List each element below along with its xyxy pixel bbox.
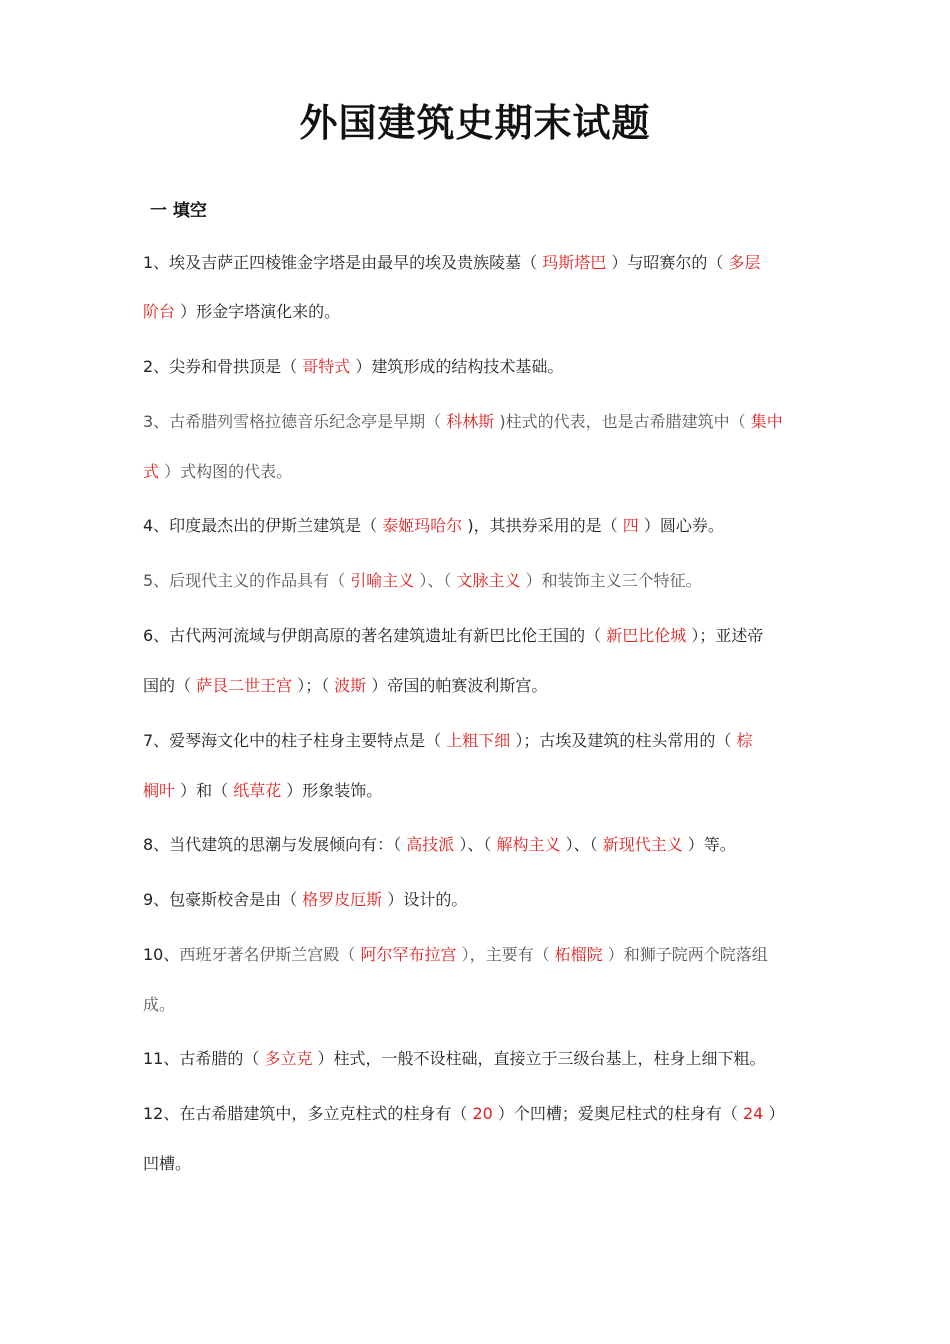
answer-3b-rest: 式 [143, 462, 160, 481]
question-2: 2、尖券和骨拱顶是（ 哥特式 ）建筑形成的结构技术基础。 [143, 357, 564, 376]
answer-7b-part: 棕 [736, 731, 753, 750]
answer-9: 格罗皮厄斯 [302, 890, 383, 909]
section-heading: 一 填空 [150, 201, 207, 221]
answer-3a: 科林斯 [446, 412, 495, 431]
answer-1a: 玛斯塔巴 [542, 253, 607, 272]
question-1-line-2: 阶台 ）形金字塔演化来的。 [143, 302, 341, 321]
answer-4b: 四 [622, 516, 639, 535]
question-6-line-2: 国的（ 萨艮二世王宫 ）；（ 波斯 ）帝国的帕赛波利斯宫。 [143, 676, 548, 695]
question-1-line-1: 1、埃及吉萨正四棱锥金字塔是由最早的埃及贵族陵墓（ 玛斯塔巴 ）与昭赛尔的（ 多层 [143, 253, 761, 272]
question-12-line-2: 凹槽。 [143, 1154, 192, 1173]
answer-6b: 萨艮二世王宫 [196, 676, 293, 695]
answer-8c: 新现代主义 [602, 835, 683, 854]
answer-12a: 20 [472, 1104, 493, 1123]
question-6-line-1: 6、古代两河流域与伊朗高原的著名建筑遗址有新巴比伦王国的（ 新巴比伦城 ）；亚述帝 [143, 626, 764, 645]
answer-7c: 纸草花 [233, 781, 282, 800]
page-title: 外国建筑史期末试题 [299, 101, 651, 145]
answer-7a: 上粗下细 [446, 731, 511, 750]
answer-10a: 阿尔罕布拉宫 [360, 945, 457, 964]
answer-11: 多立克 [264, 1049, 313, 1068]
question-12-line-1: 12、在古希腊建筑中，多立克柱式的柱身有（ 20 ）个凹槽；爱奥尼柱式的柱身有（ 24 ） [143, 1104, 785, 1123]
answer-8a: 高技派 [406, 835, 455, 854]
answer-4a: 泰姬玛哈尔 [382, 516, 463, 535]
question-3-line-2: 式 ）式构图的代表。 [143, 462, 293, 481]
answer-12b: 24 [743, 1104, 764, 1123]
answer-6a: 新巴比伦城 [606, 626, 687, 645]
answer-1b-rest: 阶台 [143, 302, 176, 321]
answer-5b: 文脉主义 [456, 571, 521, 590]
answer-7b-rest: 榈叶 [143, 781, 176, 800]
question-10-line-1: 10、西班牙著名伊斯兰宫殿（ 阿尔罕布拉宫 ），主要有（ 柘榴院 ）和狮子院两个院落组 [143, 945, 768, 964]
question-11: 11、古希腊的（ 多立克 ）柱式，一般不设柱础，直接立于三级台基上，柱身上细下粗。 [143, 1049, 766, 1068]
answer-6c: 波斯 [334, 676, 367, 695]
answer-1b-part: 多层 [728, 253, 761, 272]
question-8: 8、当代建筑的思潮与发展倾向有：（ 高技派 ）、（ 解构主义 ）、（ 新现代主义 ）等。 [143, 835, 736, 854]
answer-10b: 柘榴院 [554, 945, 603, 964]
question-5: 5、后现代主义的作品具有（ 引喻主义 ）、（ 文脉主义 ）和装饰主义三个特征。 [143, 571, 702, 590]
answer-5a: 引喻主义 [350, 571, 415, 590]
question-9: 9、包豪斯校舍是由（ 格罗皮厄斯 ）设计的。 [143, 890, 468, 909]
answer-8b: 解构主义 [496, 835, 561, 854]
question-4: 4、印度最杰出的伊斯兰建筑是（ 泰姬玛哈尔 )，其拱券采用的是（ 四 ）圆心券。 [143, 516, 724, 535]
answer-3b-part: 集中 [750, 412, 783, 431]
question-10-line-2: 成。 [143, 995, 176, 1014]
answer-2: 哥特式 [302, 357, 351, 376]
question-3-line-1: 3、古希腊列雪格拉德音乐纪念亭是早期（ 科林斯 )柱式的代表，也是古希腊建筑中（ 集中 [143, 412, 783, 431]
question-7-line-1: 7、爱琴海文化中的柱子柱身主要特点是（ 上粗下细 ）；古埃及建筑的柱头常用的（ 棕 [143, 731, 753, 750]
question-7-line-2: 榈叶 ）和（ 纸草花 ）形象装饰。 [143, 781, 383, 800]
